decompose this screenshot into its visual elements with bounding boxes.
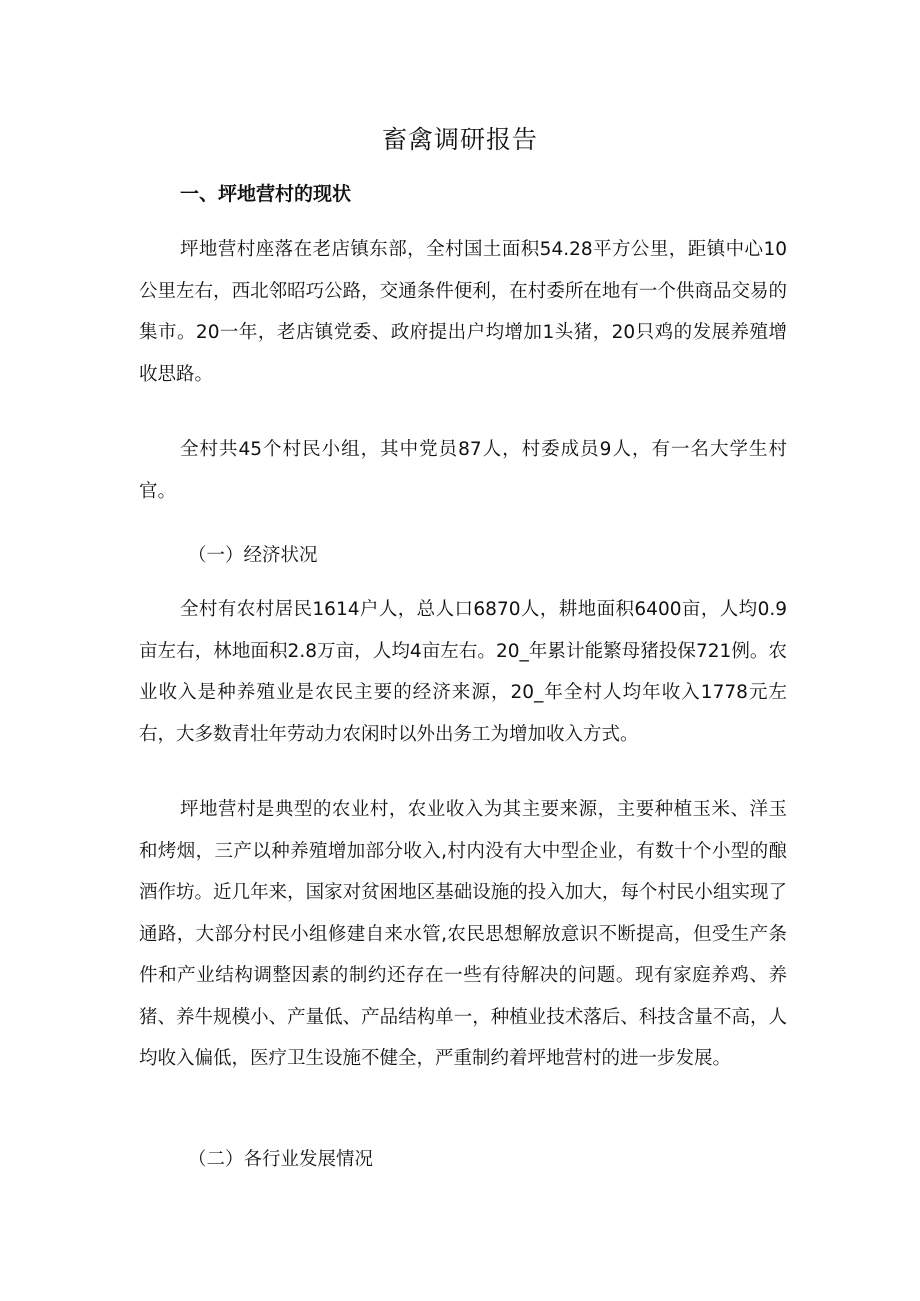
- paragraph-location: 坪地营村座落在老店镇东部，全村国土面积54.28平方公里，距镇中心10公里左右，西北邻昭巧公路，交通条件便利，在村委所在地有一个供商品交易的集市。20一年，老店镇党委、政府提出户均增加1头猪，20只鸡的发展养殖增收思路。: [139, 239, 787, 385]
- paragraph-agriculture: 坪地营村是典型的农业村，农业收入为其主要来源，主要种植玉米、洋玉和烤烟，三产以种养殖增加部分收入,村内没有大中型企业，有数十个小型的酿酒作坊。近几年来，国家对贫困地区基础设施的投入加大，每个村民小组实现了通路，大部分村民小组修建自来水管,农民思想解放意识不断提高，但受生产条件和产业结构调整因素的制约还存在一些有待解决的问题。现有家庭养鸡、养猪、养牛规模小、产量低、产品结构单一，种植业技术落后、科技含量不高，人均收入偏低，医疗卫生设施不健全，严重制约着坪地营村的进一步发展。: [139, 799, 787, 1069]
- document-title: 畜禽调研报告: [381, 125, 538, 154]
- subsection-heading-industries: （二）各行业发展情况: [188, 1149, 374, 1170]
- paragraph-economy: 全村有农村居民1614户人，总人口6870人，耕地面积6400亩，人均0.9亩左右，林地面积2.8万亩，人均4亩左右。20_年累计能繁母猪投保721例。农业收入是种养殖业是农民主要的经济来源，20_年全村人均年收入1778元左右，大多数青壮年劳动力农闲时以外出务工为增加收入方式。: [139, 599, 787, 745]
- paragraph-population: 全村共45个村民小组，其中党员87人，村委成员9人，有一名大学生村官。: [139, 439, 787, 502]
- subsection-heading-economy: （一）经济状况: [188, 545, 318, 566]
- section-heading-status: 一、坪地营村的现状: [180, 183, 352, 205]
